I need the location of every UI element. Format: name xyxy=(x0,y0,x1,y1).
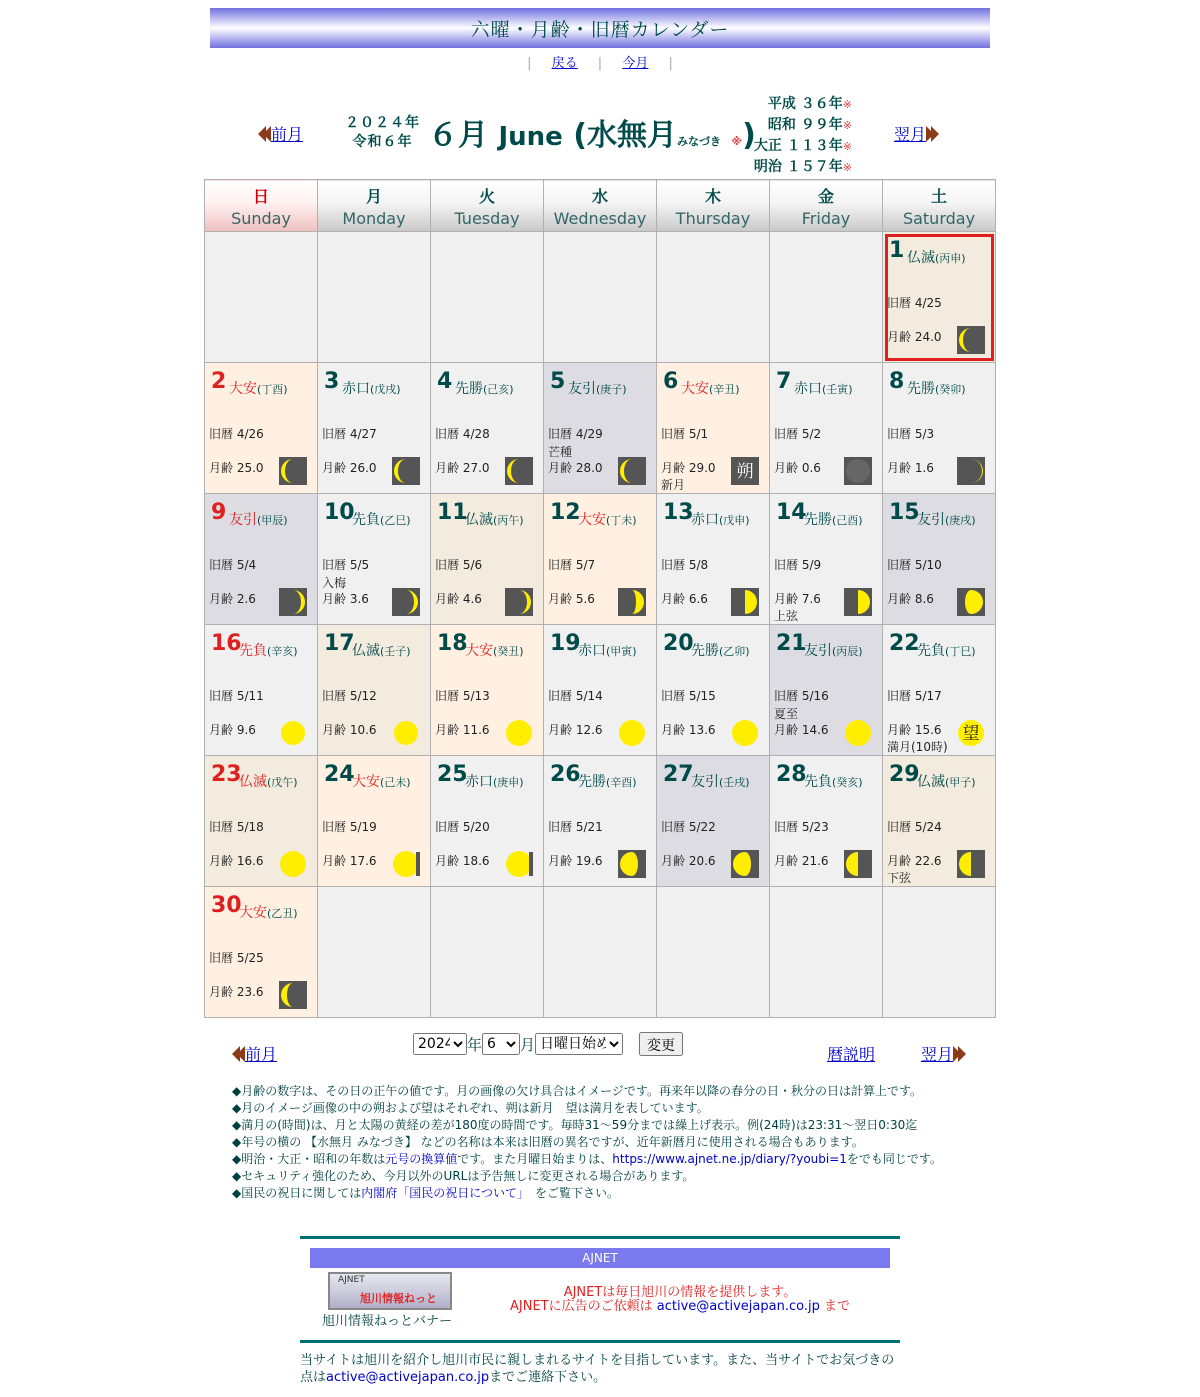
moon-icon xyxy=(505,588,533,616)
rokuyo-label: 友引(甲辰) xyxy=(229,512,288,528)
moon-phase-label: 上弦 xyxy=(774,609,799,623)
day-number: 13 xyxy=(663,500,694,525)
day-number: 30 xyxy=(211,893,242,918)
empty-cell xyxy=(318,232,431,363)
moon-age: 月齢 10.6 xyxy=(322,723,377,737)
footer-email-link[interactable]: active@activejapan.co.jp xyxy=(326,1370,490,1385)
lunar-date: 旧暦 5/14 xyxy=(548,689,603,703)
empty-cell xyxy=(544,232,657,363)
weekday-header: 木 Thursday xyxy=(657,180,770,232)
moon-symbol: 望 xyxy=(962,724,980,744)
rokuyo-label: 大安(癸丑) xyxy=(465,643,524,659)
lunar-date: 旧暦 5/25 xyxy=(209,951,264,965)
day-number: 5 xyxy=(550,369,566,394)
day-number: 4 xyxy=(437,369,453,394)
moon-icon xyxy=(505,457,533,485)
moon-age: 月齢 27.0 xyxy=(435,461,490,475)
empty-cell xyxy=(770,887,883,1018)
day-number: 11 xyxy=(437,500,468,525)
weekday-header: 土 Saturday xyxy=(883,180,996,232)
day-number: 27 xyxy=(663,762,694,787)
change-button[interactable]: 変更 xyxy=(639,1032,683,1056)
solar-term: 入梅 xyxy=(322,576,347,590)
rokuyo-label: 仏滅(壬子) xyxy=(352,643,411,659)
day-cell[interactable] xyxy=(883,494,996,625)
lunar-date: 旧暦 4/25 xyxy=(887,296,942,310)
page-title: 六曜・月齢・旧暦カレンダー xyxy=(210,8,990,48)
moon-icon xyxy=(731,588,759,616)
lunar-date: 旧暦 5/24 xyxy=(887,820,942,834)
day-number: 24 xyxy=(324,762,355,787)
day-number: 9 xyxy=(211,500,227,525)
lunar-date: 旧暦 5/15 xyxy=(661,689,716,703)
lunar-date: 旧暦 5/12 xyxy=(322,689,377,703)
day-cell[interactable] xyxy=(883,625,996,756)
day-cell[interactable] xyxy=(544,494,657,625)
moon-icon xyxy=(731,719,759,747)
moon-icon xyxy=(392,588,420,616)
rokuyo-label: 大安(丁未) xyxy=(578,512,637,528)
moon-age: 月齢 23.6 xyxy=(209,985,264,999)
rokuyo-label: 赤口(戊戌) xyxy=(342,381,401,397)
lunar-date: 旧暦 4/26 xyxy=(209,427,264,441)
day-cell[interactable] xyxy=(657,625,770,756)
day-number: 17 xyxy=(324,631,355,656)
ajnet-box: AJNET AJNET 旭川情報ねっと 旭川情報ねっとバナー AJNETは毎日旭川の情報を提供します。 AJNETに広告のご依頼は active@activejapan.co.jp まで xyxy=(310,1248,890,1330)
lunar-date: 旧暦 5/19 xyxy=(322,820,377,834)
moon-age: 月齢 9.6 xyxy=(209,723,256,737)
moon-age: 月齢 22.6 xyxy=(887,854,942,868)
moon-age: 月齢 26.0 xyxy=(322,461,377,475)
rokuyo-label: 大安(辛丑) xyxy=(681,381,740,397)
day-number: 12 xyxy=(550,500,581,525)
rokuyo-label: 大安(己未) xyxy=(352,774,411,790)
moon-age: 月齢 19.6 xyxy=(548,854,603,868)
day-cell[interactable] xyxy=(318,756,431,887)
day-cell[interactable] xyxy=(544,756,657,887)
rokuyo-label: 大安(丁酉) xyxy=(229,381,288,397)
rokuyo-label: 友引(庚子) xyxy=(568,381,627,397)
moon-icon xyxy=(392,719,420,747)
moon-icon xyxy=(505,850,533,878)
rokuyo-label: 先負(丁巳) xyxy=(917,643,976,659)
moon-phase-label: 新月 xyxy=(661,478,686,492)
moon-icon xyxy=(392,850,420,878)
moon-icon xyxy=(844,850,872,878)
rokuyo-label: 友引(丙辰) xyxy=(804,643,863,659)
moon-icon xyxy=(957,326,985,354)
moon-icon xyxy=(279,981,307,1009)
moon-phase-label: 下弦 xyxy=(887,871,912,885)
moon-icon xyxy=(844,719,872,747)
day-cell[interactable] xyxy=(544,363,657,494)
moon-age: 月齢 24.0 xyxy=(887,330,942,344)
day-cell[interactable] xyxy=(883,232,996,363)
day-cell[interactable] xyxy=(205,625,318,756)
moon-age: 月齢 6.6 xyxy=(661,592,708,606)
moon-age: 月齢 25.0 xyxy=(209,461,264,475)
monday-start-link[interactable]: https://www.ajnet.ne.jp/diary/?youbi=1 xyxy=(612,1152,847,1166)
lunar-date: 旧暦 5/13 xyxy=(435,689,490,703)
divider xyxy=(300,1236,900,1239)
day-number: 14 xyxy=(776,500,807,525)
rokuyo-label: 赤口(庚申) xyxy=(465,774,524,790)
moon-age: 月齢 0.6 xyxy=(774,461,821,475)
weekday-header: 水 Wednesday xyxy=(544,180,657,232)
weekday-header: 日 Sunday xyxy=(205,180,318,232)
moon-age: 月齢 15.6 xyxy=(887,723,942,737)
rokuyo-label: 先勝(癸卯) xyxy=(907,381,966,397)
era-list: 平成 ３６年※ 昭和 ９９年※ 大正 １１３年※ 明治 １５７年※ xyxy=(753,96,852,175)
moon-age: 月齢 20.6 xyxy=(661,854,716,868)
moon-icon xyxy=(505,719,533,747)
moon-icon xyxy=(618,719,646,747)
lunar-date: 旧暦 5/23 xyxy=(774,820,829,834)
lunar-date: 旧暦 4/29 xyxy=(548,427,603,441)
empty-cell xyxy=(770,232,883,363)
day-cell[interactable] xyxy=(205,363,318,494)
moon-icon xyxy=(279,719,307,747)
lunar-date: 旧暦 4/27 xyxy=(322,427,377,441)
empty-cell xyxy=(431,887,544,1018)
era-conversion-link[interactable]: 元号の換算値 xyxy=(385,1152,458,1166)
moon-age: 月齢 13.6 xyxy=(661,723,716,737)
day-number: 26 xyxy=(550,762,581,787)
moon-icon xyxy=(279,850,307,878)
day-cell[interactable] xyxy=(431,756,544,887)
month-select-form: 前月 2024 年 6 月 日曜日始め 変更 暦説明 翌月 xyxy=(0,1030,1200,1064)
lunar-date: 旧暦 5/5 xyxy=(322,558,370,572)
day-cell[interactable] xyxy=(318,494,431,625)
lunar-date: 旧暦 4/28 xyxy=(435,427,490,441)
empty-cell xyxy=(883,887,996,1018)
weekday-header: 月 Monday xyxy=(318,180,431,232)
month-select[interactable] xyxy=(482,1033,520,1055)
empty-cell xyxy=(431,232,544,363)
rokuyo-label: 先負(乙巳) xyxy=(352,512,411,528)
rokuyo-label: 大安(乙丑) xyxy=(239,905,298,921)
moon-age: 月齢 4.6 xyxy=(435,592,482,606)
prev-arrow-icon xyxy=(263,126,271,142)
weekday-header: 金 Friday xyxy=(770,180,883,232)
rokuyo-label: 赤口(戊申) xyxy=(691,512,750,528)
moon-icon xyxy=(957,588,985,616)
day-number: 1 xyxy=(889,238,905,263)
day-number: 8 xyxy=(889,369,905,394)
moon-icon xyxy=(392,457,420,485)
empty-cell xyxy=(544,887,657,1018)
back-link[interactable]: 戻る xyxy=(551,56,578,71)
prev-arrow-icon xyxy=(237,1046,245,1062)
empty-cell xyxy=(205,232,318,363)
rokuyo-label: 赤口(壬寅) xyxy=(794,381,853,397)
moon-age: 月齢 8.6 xyxy=(887,592,934,606)
rokuyo-label: 先勝(己亥) xyxy=(455,381,514,397)
day-cell[interactable] xyxy=(657,756,770,887)
next-arrow-icon xyxy=(931,126,939,142)
day-number: 20 xyxy=(663,631,694,656)
month-title: ６月 June (水無月みなづき ※) xyxy=(428,118,756,153)
empty-cell xyxy=(318,887,431,1018)
moon-icon xyxy=(957,719,985,747)
day-cell[interactable] xyxy=(205,756,318,887)
moon-icon xyxy=(618,588,646,616)
moon-icon xyxy=(844,588,872,616)
lunar-date: 旧暦 5/1 xyxy=(661,427,709,441)
lunar-date: 旧暦 5/8 xyxy=(661,558,709,572)
day-number: 6 xyxy=(663,369,679,394)
ajnet-banner[interactable]: AJNET 旭川情報ねっと xyxy=(328,1272,452,1310)
moon-icon xyxy=(731,850,759,878)
moon-age: 月齢 18.6 xyxy=(435,854,490,868)
rokuyo-label: 先負(癸亥) xyxy=(804,774,863,790)
day-cell[interactable] xyxy=(657,494,770,625)
this-month-link[interactable]: 今月 xyxy=(622,56,649,71)
holiday-link[interactable]: 内閣府「国民の祝日について」 xyxy=(361,1186,523,1200)
rokuyo-label: 仏滅(丙午) xyxy=(465,512,524,528)
empty-cell xyxy=(657,232,770,363)
moon-icon xyxy=(844,457,872,485)
prev-month-link-bottom[interactable]: 前月 xyxy=(232,1042,277,1065)
calendar-explain-link[interactable]: 暦説明 xyxy=(827,1045,876,1064)
lunar-date: 旧暦 5/4 xyxy=(209,558,257,572)
day-number: 15 xyxy=(889,500,920,525)
rokuyo-label: 仏滅(丙申) xyxy=(907,250,966,266)
month-header xyxy=(0,92,1200,175)
rokuyo-label: 仏滅(甲子) xyxy=(917,774,976,790)
next-month-link-bottom[interactable]: 翌月 xyxy=(921,1042,966,1065)
lunar-date: 旧暦 5/7 xyxy=(548,558,596,572)
moon-icon xyxy=(279,457,307,485)
day-cell[interactable] xyxy=(770,625,883,756)
lunar-date: 旧暦 5/10 xyxy=(887,558,942,572)
moon-age: 月齢 29.0 xyxy=(661,461,716,475)
week-start-select[interactable] xyxy=(535,1033,623,1055)
moon-symbol: 朔 xyxy=(736,462,754,482)
rokuyo-label: 赤口(甲寅) xyxy=(578,643,637,659)
lunar-date: 旧暦 5/6 xyxy=(435,558,483,572)
day-cell[interactable] xyxy=(883,363,996,494)
weekday-header: 火 Tuesday xyxy=(431,180,544,232)
solar-term: 夏至 xyxy=(774,707,799,721)
lunar-date: 旧暦 5/9 xyxy=(774,558,822,572)
day-number: 2 xyxy=(211,369,227,394)
moon-icon xyxy=(618,457,646,485)
day-number: 16 xyxy=(211,631,242,656)
lunar-date: 旧暦 5/21 xyxy=(548,820,603,834)
moon-icon xyxy=(618,850,646,878)
moon-icon xyxy=(731,457,759,485)
rokuyo-label: 先勝(辛酉) xyxy=(578,774,637,790)
day-number: 21 xyxy=(776,631,807,656)
prev-month-link[interactable]: 前月 xyxy=(258,122,303,145)
year-select[interactable] xyxy=(413,1033,467,1055)
ad-email-link[interactable]: active@activejapan.co.jp xyxy=(656,1299,820,1314)
moon-age: 月齢 2.6 xyxy=(209,592,256,606)
day-number: 25 xyxy=(437,762,468,787)
lunar-date: 旧暦 5/20 xyxy=(435,820,490,834)
moon-icon xyxy=(957,850,985,878)
top-nav: | 戻る | 今月 | xyxy=(527,56,673,71)
moon-age: 月齢 14.6 xyxy=(774,723,829,737)
moon-age: 月齢 3.6 xyxy=(322,592,369,606)
day-cell[interactable] xyxy=(770,756,883,887)
moon-age: 月齢 1.6 xyxy=(887,461,934,475)
lunar-date: 旧暦 5/3 xyxy=(887,427,935,441)
day-cell[interactable] xyxy=(205,494,318,625)
next-arrow-icon xyxy=(958,1046,966,1062)
notes: ◆月齢の数字は、その日の正午の値です。月の画像の欠け具合はイメージです。再来年以降の春分の日・秋分の日は計算上です。 ◆月のイメージ画像の中の朔および望はそれぞれ、朔は新月 望は満月を表しています。 ◆満月の(時間)は、月と太陽の黄経の差が180度の時間です。毎時31～59分までは繰上げ表示。例(24時)は23:31～翌日0:30迄 ◆年号の横の 【水無月 みなづき】 などの名称は本来は旧暦の異名ですが、近年新暦月に使用される場合もあります。 ◆明治・大正・昭和の年数は元号の換算値です。また月曜日始まりは、https://www.ajnet.ne.jp/diary/?youbi=1をでも同じです。 ◆セキュリティ強化のため、今月以外のURLは予告無しに変更される場合があります。 ◆国民の祝日に関しては内閣府「国民の祝日について」 をご覧下さい。 xyxy=(232,1084,942,1200)
lunar-date: 旧暦 5/11 xyxy=(209,689,264,703)
rokuyo-label: 先勝(己酉) xyxy=(804,512,863,528)
day-number: 3 xyxy=(324,369,340,394)
day-number: 23 xyxy=(211,762,242,787)
day-cell[interactable] xyxy=(431,625,544,756)
day-cell[interactable] xyxy=(318,363,431,494)
next-month-link[interactable]: 翌月 xyxy=(894,122,939,145)
moon-phase-label: 満月(10時) xyxy=(887,740,948,754)
solar-term: 芒種 xyxy=(548,445,573,459)
day-cell[interactable] xyxy=(431,494,544,625)
day-number: 18 xyxy=(437,631,468,656)
year-block: ２０２４年 令和６年 xyxy=(345,115,420,150)
moon-age: 月齢 16.6 xyxy=(209,854,264,868)
day-number: 19 xyxy=(550,631,581,656)
moon-age: 月齢 17.6 xyxy=(322,854,377,868)
moon-age: 月齢 21.6 xyxy=(774,854,829,868)
lunar-date: 旧暦 5/16 xyxy=(774,689,829,703)
moon-age: 月齢 5.6 xyxy=(548,592,595,606)
moon-icon xyxy=(957,457,985,485)
lunar-date: 旧暦 5/22 xyxy=(661,820,716,834)
moon-icon xyxy=(279,588,307,616)
day-cell[interactable] xyxy=(544,625,657,756)
rokuyo-label: 先勝(乙卯) xyxy=(691,643,750,659)
moon-age: 月齢 7.6 xyxy=(774,592,821,606)
rokuyo-label: 友引(庚戌) xyxy=(917,512,976,528)
day-number: 28 xyxy=(776,762,807,787)
day-number: 22 xyxy=(889,631,920,656)
rokuyo-label: 友引(壬戌) xyxy=(691,774,750,790)
day-cell[interactable] xyxy=(883,756,996,887)
lunar-date: 旧暦 5/2 xyxy=(774,427,822,441)
rokuyo-label: 先負(辛亥) xyxy=(239,643,298,659)
moon-age: 月齢 12.6 xyxy=(548,723,603,737)
moon-age: 月齢 28.0 xyxy=(548,461,603,475)
lunar-date: 旧暦 5/17 xyxy=(887,689,942,703)
day-cell[interactable] xyxy=(657,363,770,494)
day-number: 29 xyxy=(889,762,920,787)
moon-age: 月齢 11.6 xyxy=(435,723,490,737)
lunar-date: 旧暦 5/18 xyxy=(209,820,264,834)
day-cell[interactable] xyxy=(770,363,883,494)
day-cell[interactable] xyxy=(205,887,318,1018)
day-cell[interactable] xyxy=(770,494,883,625)
day-number: 10 xyxy=(324,500,355,525)
day-cell[interactable] xyxy=(318,625,431,756)
rokuyo-label: 仏滅(戊午) xyxy=(239,774,298,790)
footer-text: 当サイトは旭川を紹介し旭川市民に親しまれるサイトを目指しています。また、当サイトでお気づきの点はactive@activejapan.co.jpまでご連絡下さい。 xyxy=(300,1353,895,1385)
calendar-grid xyxy=(204,179,996,1018)
day-number: 7 xyxy=(776,369,792,394)
day-cell[interactable] xyxy=(431,363,544,494)
empty-cell xyxy=(657,887,770,1018)
divider xyxy=(300,1340,900,1343)
